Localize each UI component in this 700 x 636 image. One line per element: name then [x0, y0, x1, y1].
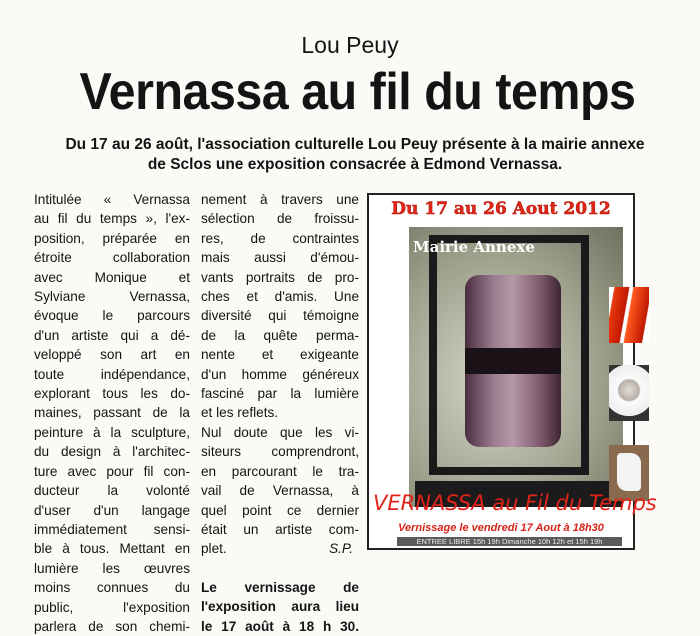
poster-vernissage: Vernissage le vendredi 17 Aout à 18h30 [398, 522, 604, 534]
text-line: sélection de froissu- [201, 211, 359, 227]
text-line: res, de contraintes [201, 230, 359, 246]
sculpture-photo [409, 227, 623, 507]
text-line: d'un homme généreux [201, 366, 359, 382]
kicker: Lou Peuy [301, 32, 399, 58]
text-line: étroite collaboration [34, 250, 190, 266]
text-line: toute indépendance, [34, 366, 190, 382]
text-line: en parcourant le tra- [201, 463, 359, 479]
text-line: Nul doute que les vi- [201, 424, 359, 440]
text-line: évoque le parcours [34, 308, 190, 324]
article-column-1 [34, 190, 190, 636]
text-line: le 17 août à 18 h 30. [201, 618, 359, 634]
text-line: peinture à la sculpture, [34, 424, 190, 440]
text-line: était un artiste com- [201, 521, 359, 537]
text-line: immédiatement sensi- [34, 521, 190, 537]
text-line: Sylviane Vernassa, [34, 289, 190, 305]
text-line: fasciné par la lumière [201, 386, 359, 402]
text-line: mais aussi d'émou- [201, 250, 359, 266]
text-line: siteurs comprendront, [201, 444, 359, 460]
text-line: au fil du temps », l'ex- [34, 211, 190, 227]
poster-exhibition-name: VERNASSA au Fil du Temps [373, 491, 657, 515]
signature-line [201, 539, 359, 558]
text-line: vants portraits de pro- [201, 269, 359, 285]
text-line: moins connues du [34, 580, 190, 596]
text-line: ble à tous. Mettant en [34, 541, 190, 557]
signature: S.P. [329, 541, 353, 557]
headline: Vernassa au fil du temps [79, 63, 636, 121]
text-line: Le vernissage de [201, 579, 359, 595]
poster-venue: Mairie Annexe [413, 238, 535, 256]
text-line: Intitulée « Vernassa [34, 192, 190, 207]
text-line: nement à travers une [201, 192, 359, 207]
text-line: ture avec pour fil con- [34, 463, 190, 479]
text-line: du design à l'architec- [34, 444, 190, 460]
text-line: quel point ce dernier [201, 502, 359, 518]
exhibition-poster [367, 193, 657, 550]
text-line: ches et d'amis. Une [201, 289, 359, 305]
red-artwork-thumbnail [609, 287, 649, 343]
text-line: avec Monique et [34, 269, 190, 285]
text-line: d'un artiste qui a dé- [34, 327, 190, 343]
text-line: diversité qui témoigne [201, 308, 359, 324]
text-line: veloppé son art en [34, 347, 190, 363]
article-column-2 [201, 190, 359, 636]
text-line: et les reflets. [201, 405, 279, 421]
standfirst: Du 17 au 26 août, l'association culturelle Lou Peuy présente à la mairie annexe de Sclos une exposition consacrée à Edmond Vernassa. [65, 136, 645, 173]
artist-portrait-thumbnail [609, 365, 649, 421]
text-line: l'exposition aura lieu [201, 599, 359, 615]
text-line: explorant tous les do- [34, 386, 190, 402]
text-line: ducteur la volonté [34, 483, 190, 499]
last-word: plet. [201, 541, 227, 557]
text-line: vail de Vernassa, à [201, 483, 359, 499]
text-line: d'user d'un langage [34, 502, 190, 518]
text-line: maines, passant de la [34, 405, 190, 421]
poster-dates: Du 17 au 26 Aout 2012 [391, 199, 611, 219]
text-line: nente et exigeante [201, 347, 359, 363]
text-line: de la quête perma- [201, 327, 359, 343]
poster-opening-hours: ENTREE LIBRE 15h 19h Dimanche 10h 12h et 15h 19h [397, 537, 622, 546]
text-line: parlera de son chemi- [34, 618, 190, 634]
text-line: position, préparée en [34, 230, 190, 246]
text-line: public, l'exposition [34, 599, 190, 615]
text-line: lumière les œuvres [34, 560, 190, 576]
